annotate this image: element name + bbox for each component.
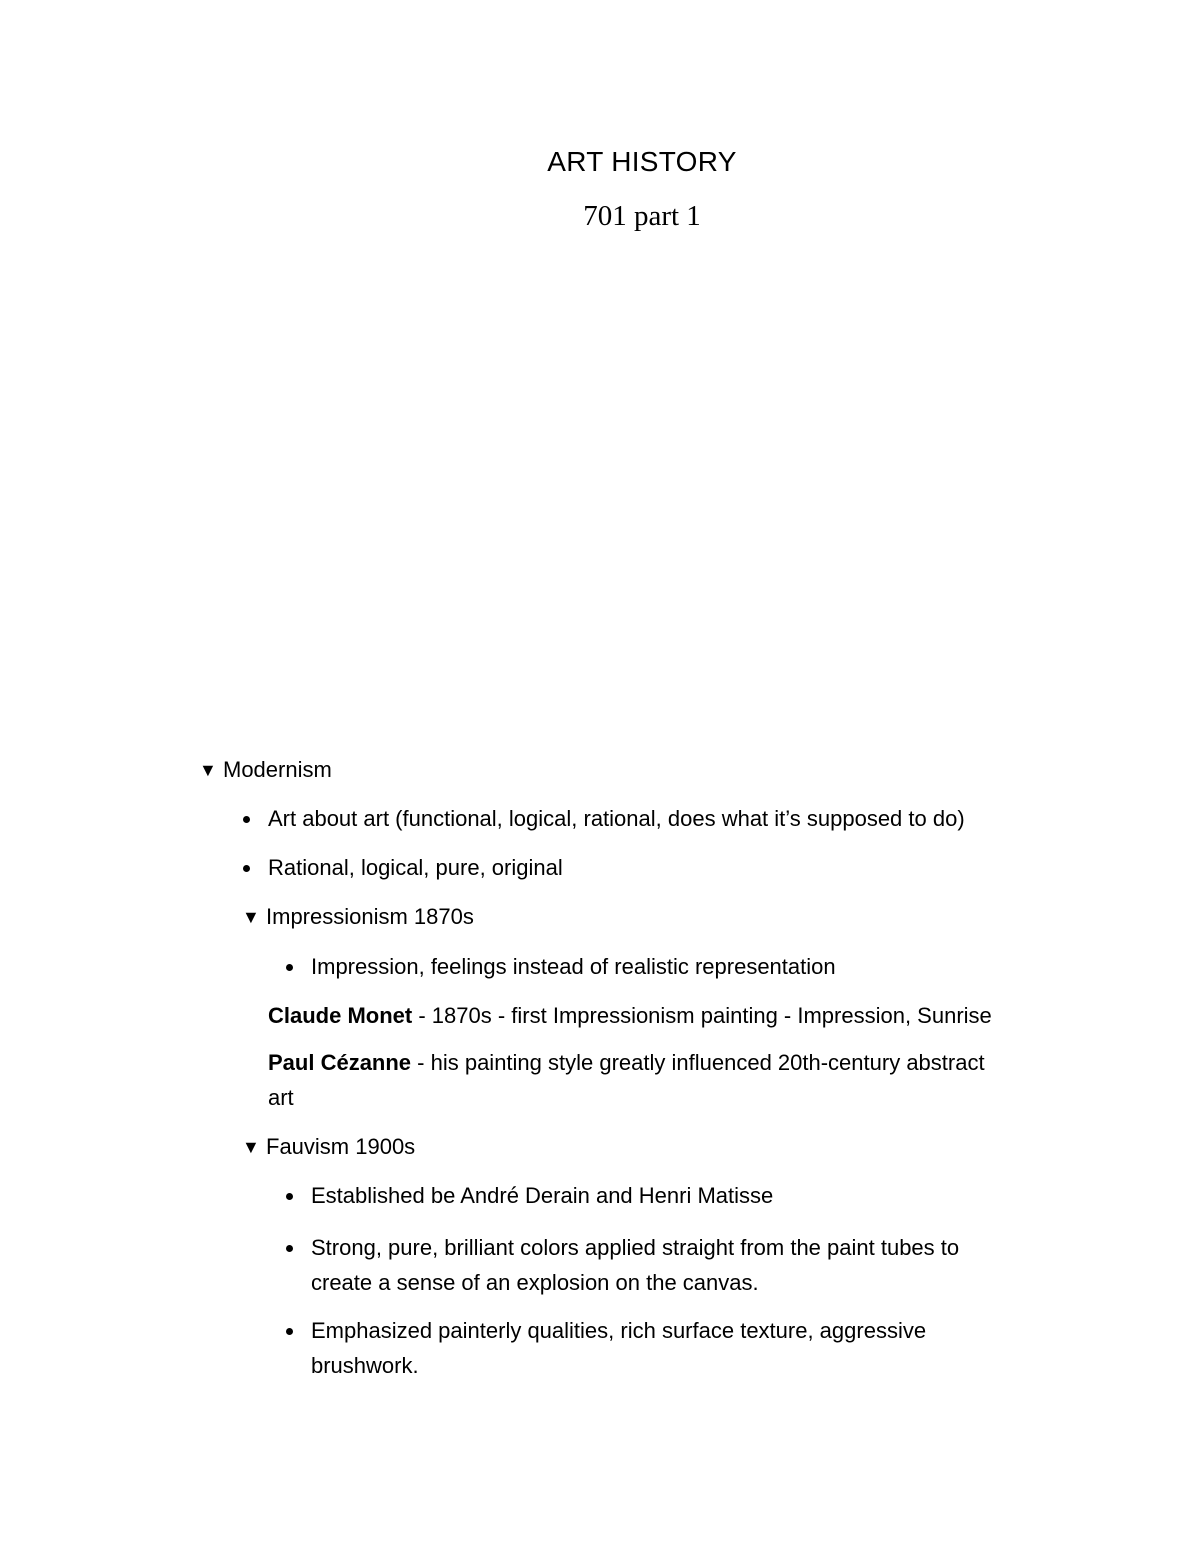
list-item: Rational, logical, pure, original (268, 855, 563, 880)
document-title: ART HISTORY (547, 146, 737, 177)
artist-name: Claude Monet (268, 1003, 413, 1028)
triangle-down-icon[interactable]: ▼ (242, 1137, 260, 1157)
artist-description: - his painting style greatly influenced 20th-century abstract (411, 1050, 985, 1075)
list-item: Strong, pure, brilliant colors applied straight from the paint tubes to (311, 1235, 960, 1260)
artist-paragraph (268, 1045, 985, 1080)
bullet-dot-icon (243, 865, 250, 872)
list-item: Emphasized painterly qualities, rich surface texture, aggressive (311, 1318, 927, 1343)
toggle-heading: Fauvism 1900s (266, 1134, 416, 1159)
triangle-down-icon[interactable]: ▼ (242, 907, 260, 927)
document-subtitle: 701 part 1 (583, 200, 701, 232)
toggle-heading: Modernism (223, 757, 332, 782)
toggle-impressionism[interactable] (242, 899, 474, 935)
artist-description: - 1870s - first Impressionism painting - Impression, Sunrise (412, 1003, 992, 1028)
triangle-down-icon[interactable]: ▼ (199, 760, 217, 780)
toggle-fauvism[interactable] (242, 1129, 415, 1165)
list-item: Established be André Derain and Henri Matisse (311, 1183, 774, 1208)
toggle-modernism[interactable] (199, 752, 332, 788)
toggle-heading: Impressionism 1870s (266, 904, 474, 929)
bullet-dot-icon (286, 1245, 293, 1252)
list-item-continued: create a sense of an explosion on the canvas. (311, 1270, 759, 1295)
list-item: Art about art (functional, logical, rational, does what it’s supposed to do) (268, 806, 965, 831)
artist-description-continued: art (268, 1085, 294, 1110)
bullet-dot-icon (286, 964, 293, 971)
artist-paragraph (268, 998, 992, 1033)
bullet-dot-icon (243, 816, 250, 823)
list-item: Impression, feelings instead of realistic representation (311, 954, 836, 979)
list-item-continued: brushwork. (311, 1353, 419, 1378)
bullet-dot-icon (286, 1328, 293, 1335)
artist-name: Paul Cézanne (268, 1050, 412, 1075)
bullet-dot-icon (286, 1193, 293, 1200)
